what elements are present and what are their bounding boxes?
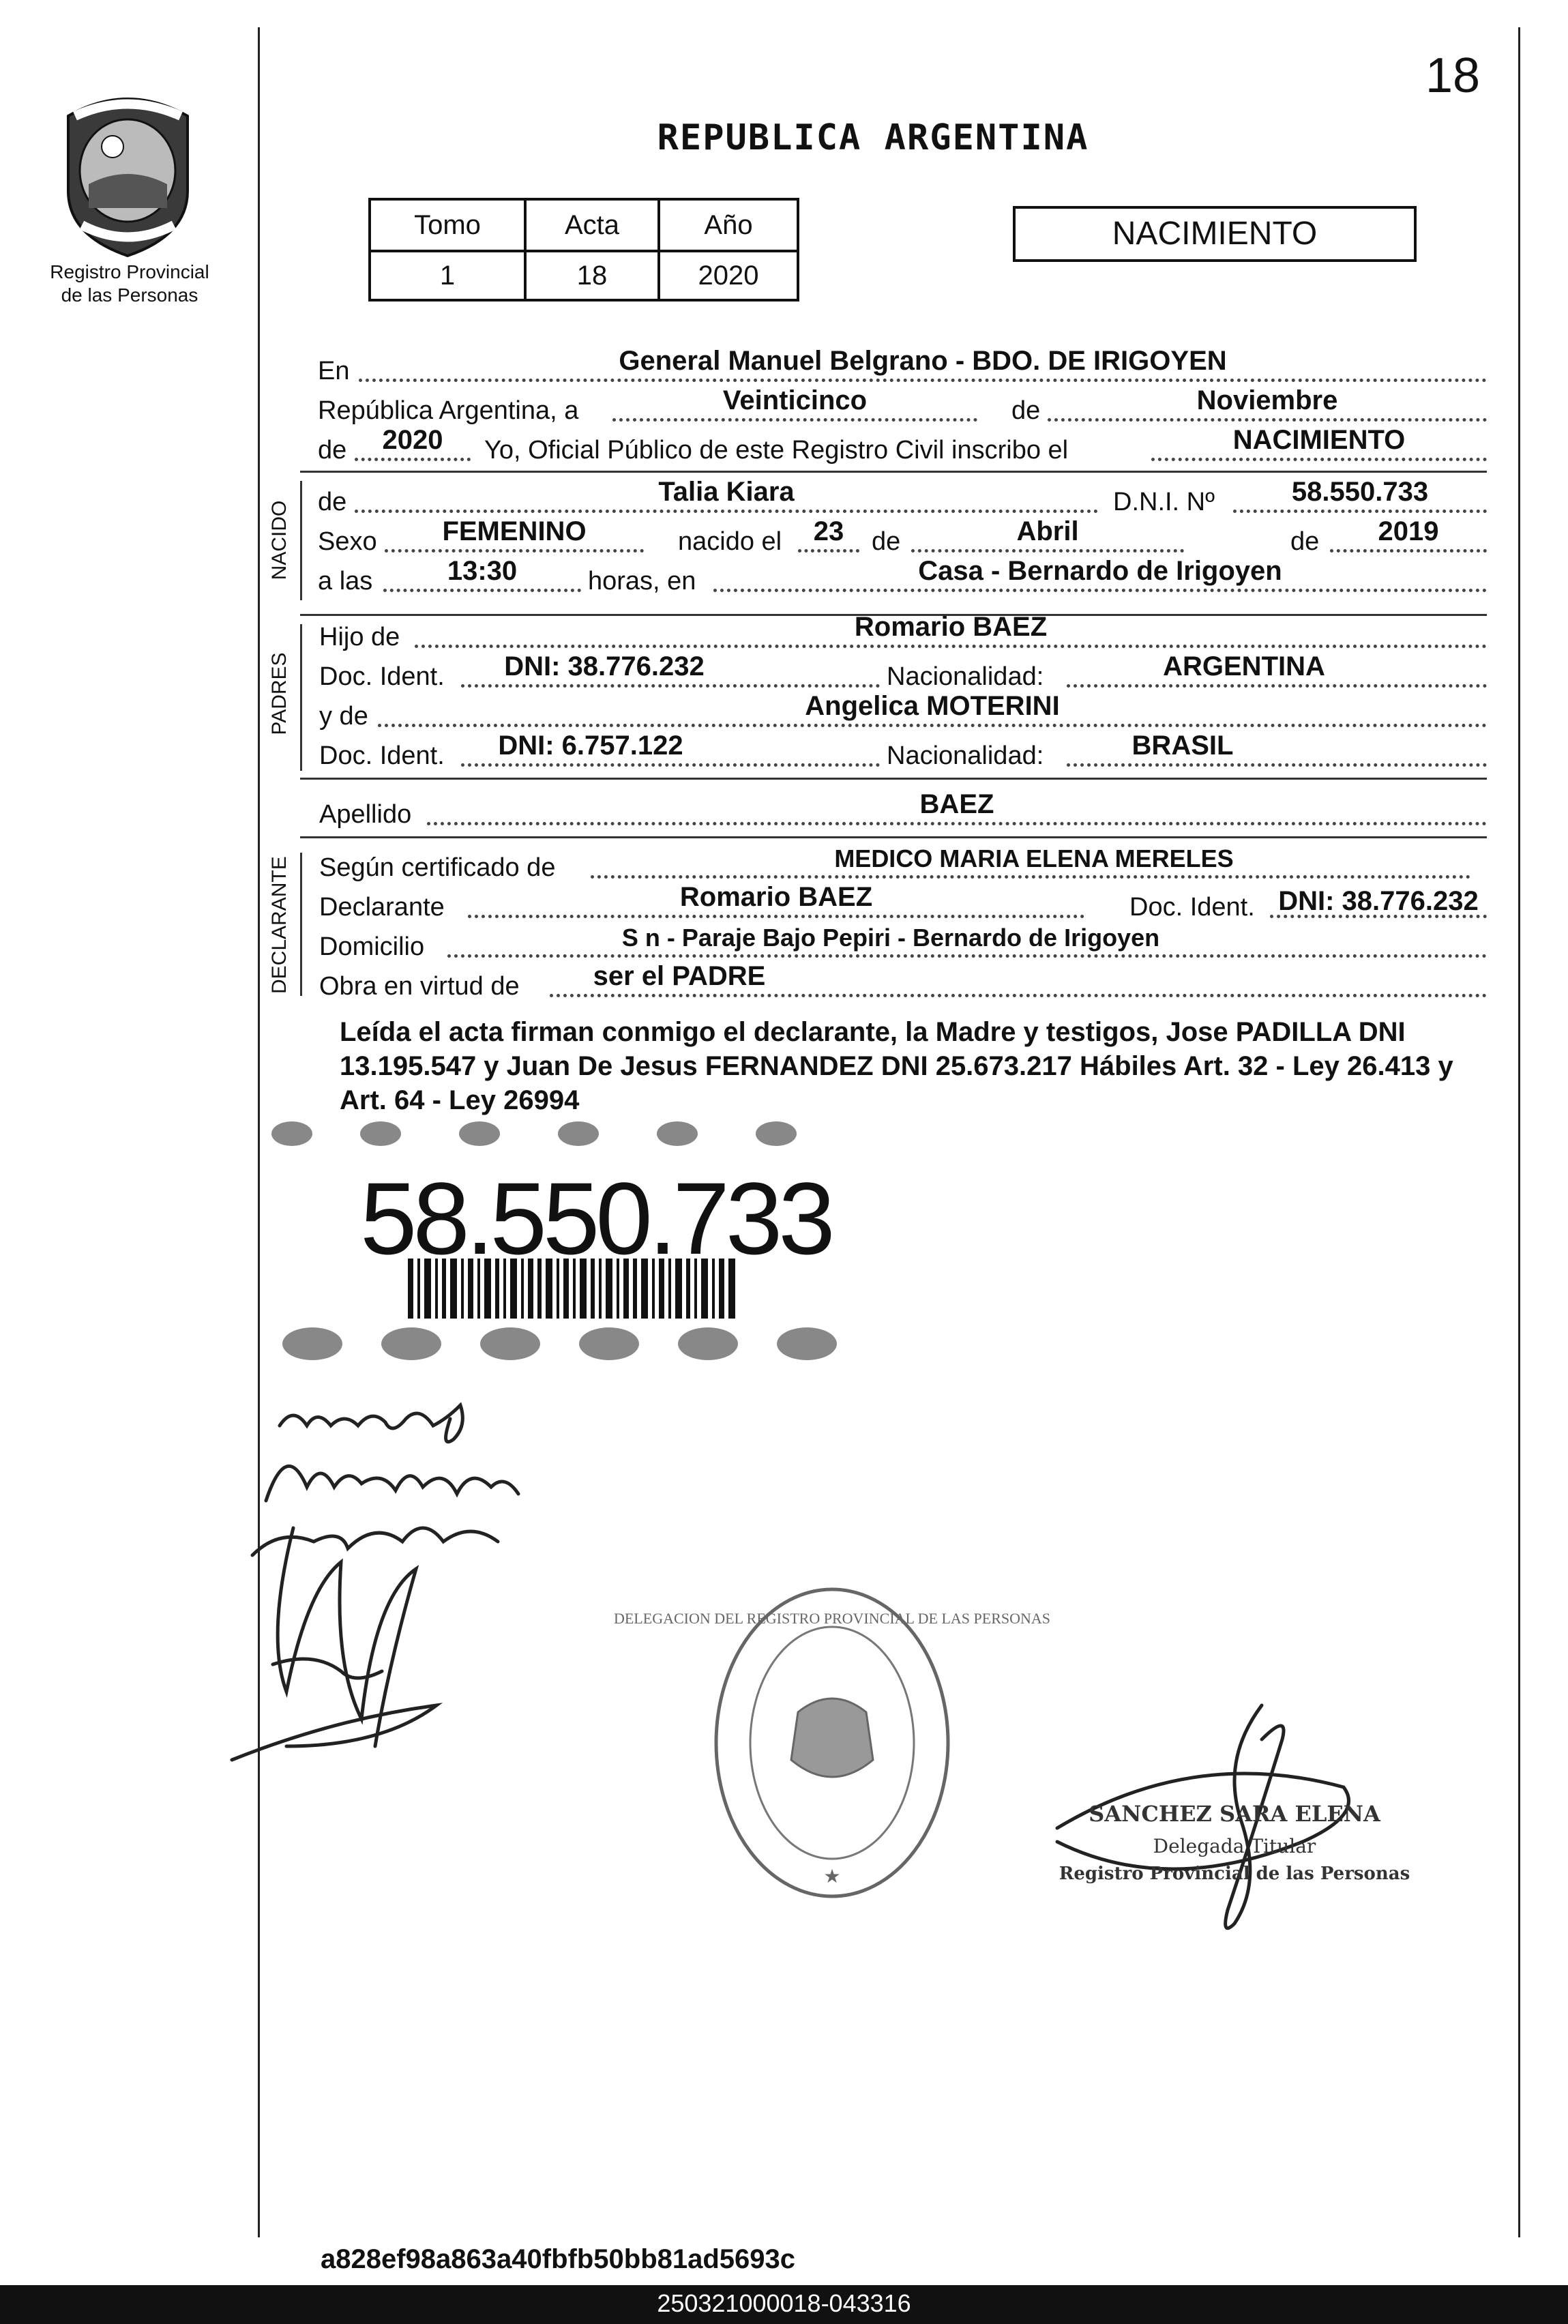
value-month: Noviembre	[1196, 385, 1338, 415]
row-year	[318, 425, 1487, 468]
table-header-tomo: Tomo	[414, 210, 481, 240]
value-birth-place: Casa - Bernardo de Irigoyen	[918, 556, 1282, 586]
registry-caption-line1: Registro Provincial	[50, 261, 209, 282]
value-birth-year: 2019	[1378, 516, 1439, 546]
misiones-crest-logo	[55, 89, 201, 259]
table-value-acta: 18	[576, 261, 608, 291]
row-sex-birth	[318, 516, 1487, 559]
registry-caption	[27, 261, 232, 307]
label-en: En	[318, 357, 350, 385]
official-stamp-office: Registro Provincial de las Personas	[1059, 1864, 1410, 1884]
label-republic: República Argentina, a	[318, 396, 579, 425]
label-apellido: Apellido	[319, 800, 412, 829]
row-apellido	[318, 789, 1487, 832]
seal-text: DELEGACION DEL REGISTRO PROVINCIAL DE LAS PERSONAS	[613, 1610, 1051, 1627]
value-place: General Manuel Belgrano - BDO. DE IRIGOYEN	[619, 346, 1227, 376]
label-y-de: y de	[319, 702, 368, 731]
registry-caption-line2: de las Personas	[61, 284, 198, 306]
value-obra: ser el PADRE	[593, 961, 766, 991]
row-certificate	[318, 844, 1487, 885]
delegation-round-seal	[613, 1583, 1051, 1903]
table-header-ano: Año	[704, 210, 753, 240]
country-title: REPUBLICA ARGENTINA	[657, 117, 1089, 158]
label-declarant-doc: Doc. Ident.	[1129, 893, 1255, 922]
value-cert: MEDICO MARIA ELENA MERELES	[834, 844, 1234, 872]
value-child-dni: 58.550.733	[1291, 477, 1429, 507]
section-label-nacido: NACIDO	[268, 500, 291, 580]
row-name	[318, 477, 1487, 520]
row-mother	[318, 691, 1487, 734]
closing-statement: Leída el acta firman conmigo el declarante, la Madre y testigos, Jose PADILLA DNI 13.195.547 y Juan De Jesus FERNANDEZ DNI 25.673.217 Hábiles Art. 32 - Ley 26.413 y Art. 64 - Ley 26994	[340, 1017, 1453, 1115]
handwritten-signatures	[205, 1378, 696, 1787]
page-number: 18	[1425, 48, 1481, 103]
label-cert: Según certificado de	[319, 853, 556, 882]
label-obra: Obra en virtud de	[319, 972, 520, 1001]
left-margin-line	[258, 27, 260, 2237]
row-domicilio	[318, 924, 1487, 965]
value-mother-doc: DNI: 6.757.122	[498, 731, 683, 761]
label-hijo-de: Hijo de	[319, 623, 400, 651]
official-stamp-name: SANCHEZ SARA ELENA	[1089, 1801, 1380, 1827]
row-declarant	[318, 882, 1487, 925]
label-dni: D.N.I. Nº	[1113, 488, 1215, 516]
value-declarant-doc: DNI: 38.776.232	[1278, 886, 1479, 916]
label-nacido-el: nacido el	[678, 527, 782, 556]
sticker-dni-number: 58.550.733	[360, 1161, 831, 1276]
label-declarante: Declarante	[319, 893, 445, 922]
label-mother-nationality: Nacionalidad:	[887, 741, 1044, 770]
table-header-acta: Acta	[564, 210, 620, 240]
row-date	[318, 385, 1487, 428]
label-de-month: de	[872, 527, 901, 556]
value-declarante: Romario BAEZ	[679, 882, 873, 912]
record-table	[368, 198, 799, 301]
value-event: NACIMIENTO	[1232, 425, 1406, 455]
value-mother-nationality: BRASIL	[1131, 731, 1234, 761]
label-official-text: Yo, Oficial Público de este Registro Civil inscribo el	[484, 436, 1069, 465]
label-de-name: de	[318, 488, 347, 516]
label-domicilio: Domicilio	[319, 932, 425, 961]
table-value-ano: 2020	[698, 261, 759, 291]
section-label-padres: PADRES	[268, 652, 291, 735]
value-day-words: Veinticinco	[722, 385, 868, 415]
label-de-birth-year: de	[1290, 527, 1320, 556]
table-value-tomo: 1	[439, 261, 456, 291]
label-father-doc: Doc. Ident.	[319, 662, 445, 691]
row-time-place	[318, 556, 1487, 599]
value-father-nationality: ARGENTINA	[1163, 651, 1325, 681]
label-de-year: de	[318, 436, 347, 465]
value-father: Romario BAEZ	[854, 612, 1048, 642]
row-mother-doc	[318, 731, 1487, 774]
label-mother-doc: Doc. Ident.	[319, 741, 445, 770]
value-birth-time: 13:30	[447, 556, 518, 586]
value-year: 2020	[382, 425, 443, 455]
value-father-doc: DNI: 38.776.232	[504, 651, 705, 681]
row-father	[318, 612, 1487, 655]
row-father-doc	[318, 651, 1487, 694]
value-apellido: BAEZ	[919, 789, 994, 819]
official-stamp-role: Delegada Titular	[1153, 1835, 1316, 1857]
right-margin-line	[1518, 27, 1520, 2237]
record-type-box: NACIMIENTO	[1013, 206, 1417, 262]
value-sexo: FEMENINO	[442, 516, 587, 546]
label-horas-en: horas, en	[588, 567, 696, 595]
dni-barcode-sticker	[271, 1119, 868, 1364]
row-place	[318, 346, 1487, 389]
value-mother: Angelica MOTERINI	[805, 691, 1060, 721]
label-sexo: Sexo	[318, 527, 377, 556]
label-father-nationality: Nacionalidad:	[887, 662, 1044, 691]
value-birth-day: 23	[813, 516, 844, 546]
value-child-name: Talia Kiara	[658, 477, 795, 507]
footer-code: 250321000018-043316	[657, 2289, 911, 2317]
label-de: de	[1011, 396, 1041, 425]
value-birth-month: Abril	[1016, 516, 1079, 546]
document-hash: a828ef98a863a40fbfb50bb81ad5693c	[321, 2244, 796, 2274]
svg-text:★: ★	[823, 1866, 841, 1887]
value-domicilio: S n - Paraje Bajo Pepiri - Bernardo de Irigoyen	[621, 924, 1160, 952]
row-obra	[318, 961, 1487, 1004]
label-a-las: a las	[318, 567, 373, 595]
section-label-declarante: DECLARANTE	[268, 856, 291, 994]
